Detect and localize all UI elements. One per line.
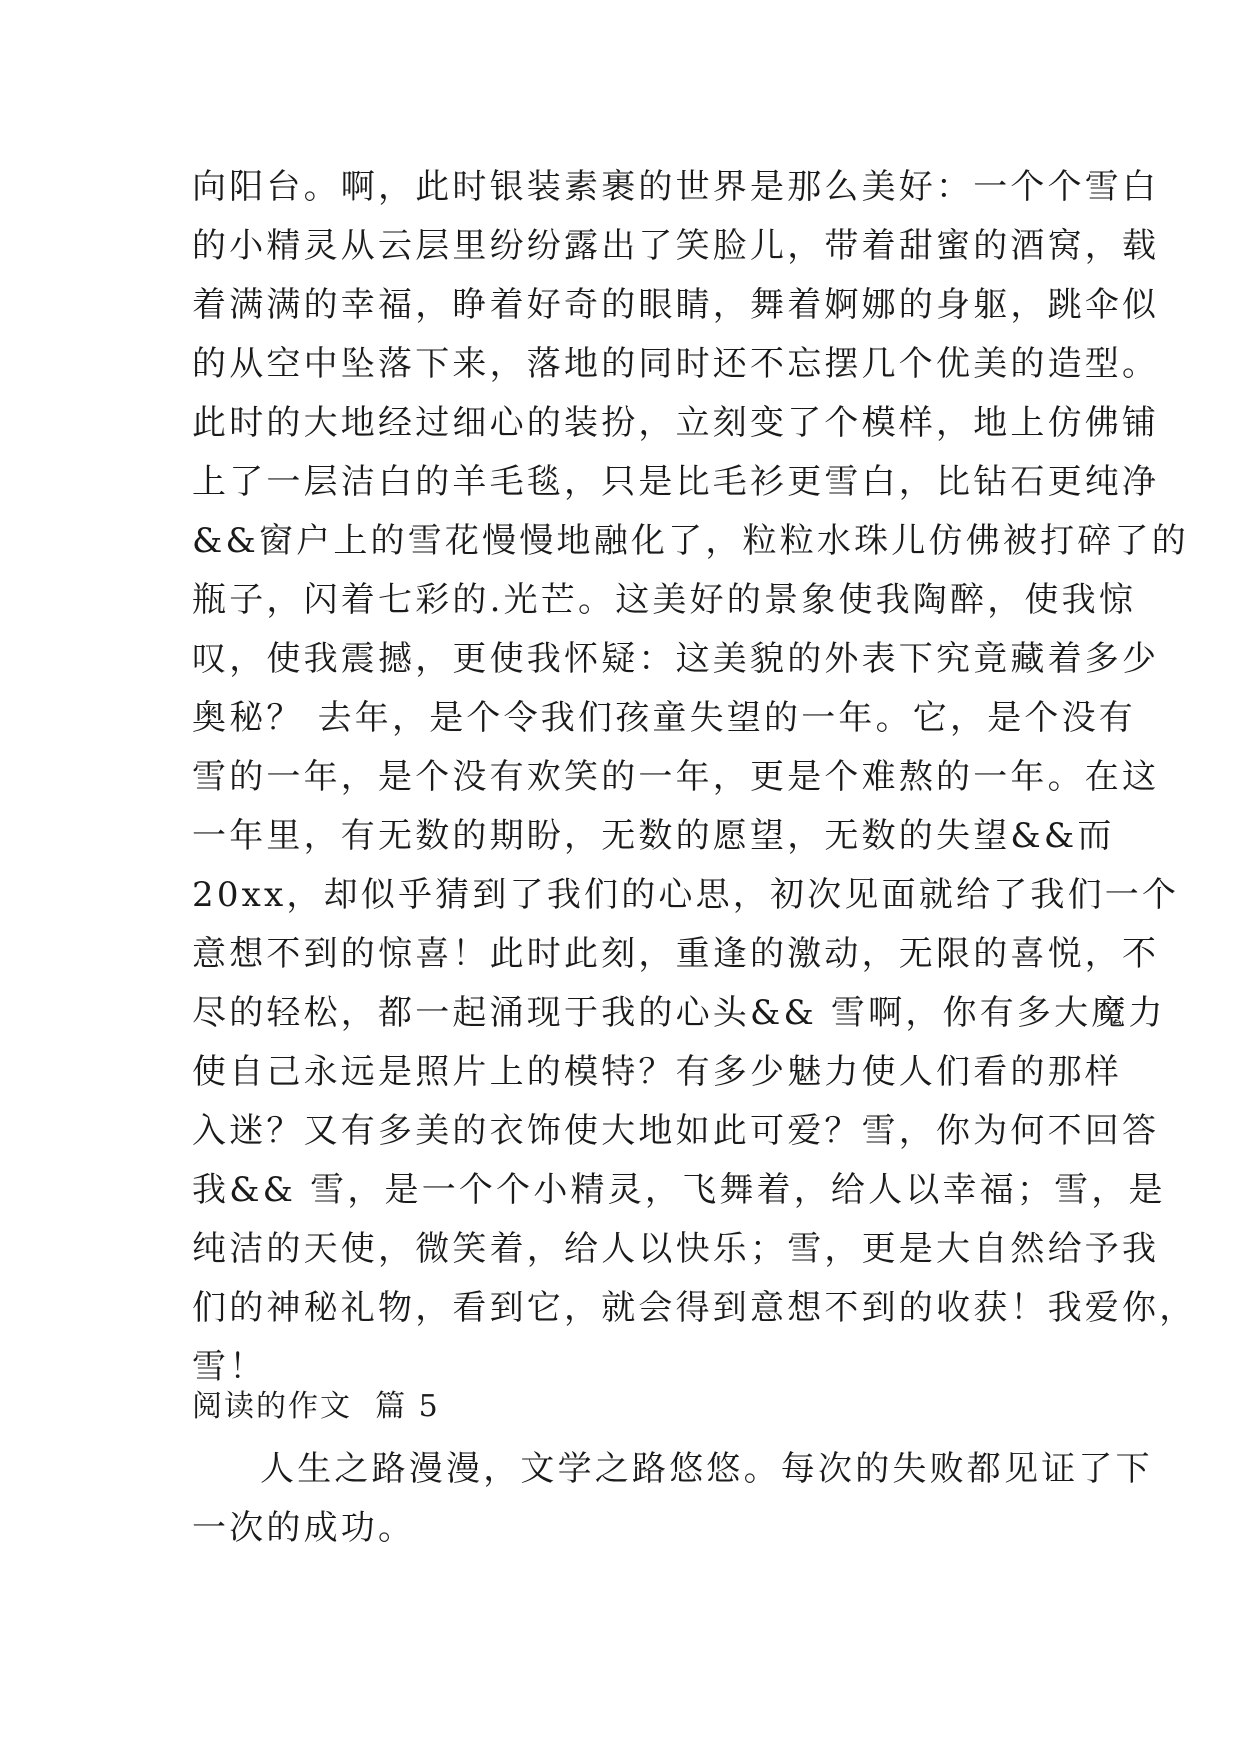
text-line: 叹，使我震撼，更使我怀疑：这美貌的外表下究竟藏着多少 — [192, 639, 1160, 679]
text-line: 此时的大地经过细心的装扮，立刻变了个模样，地上仿佛铺 — [192, 403, 1160, 443]
text-line: 尽的轻松，都一起涌现于我的心头&& 雪啊，你有多大魔力 — [192, 993, 1166, 1033]
section-heading: 阅读的作文 篇 5 — [192, 1389, 440, 1424]
text-line: 们的神秘礼物，看到它，就会得到意想不到的收获！我爱你， — [192, 1288, 1197, 1328]
text-line: 的从空中坠落下来，落地的同时还不忘摆几个优美的造型。 — [192, 344, 1160, 384]
text-line: &&窗户上的雪花慢慢地融化了，粒粒水珠儿仿佛被打碎了的 — [192, 521, 1189, 561]
text-line: 入迷？又有多美的衣饰使大地如此可爱？雪，你为何不回答 — [192, 1111, 1160, 1151]
text-line: 一年里，有无数的期盼，无数的愿望，无数的失望&&而 — [192, 816, 1115, 856]
text-line: 雪的一年，是个没有欢笑的一年，更是个难熬的一年。在这 — [192, 757, 1160, 797]
text-line: 意想不到的惊喜！此时此刻，重逢的激动，无限的喜悦，不 — [192, 934, 1160, 974]
essay-paragraph — [192, 158, 1197, 1397]
text-line: 纯洁的天使，微笑着，给人以快乐；雪，更是大自然给予我 — [192, 1229, 1160, 1269]
text-line: 雪！ — [192, 1347, 267, 1387]
text-line: 上了一层洁白的羊毛毯，只是比毛衫更雪白，比钻石更纯净 — [192, 462, 1160, 502]
text-line: 人生之路漫漫，文学之路悠悠。每次的失败都见证了下 — [260, 1449, 1153, 1489]
text-line: 着满满的幸福，睁着好奇的眼睛，舞着婀娜的身躯，跳伞似 — [192, 285, 1160, 325]
essay-paragraph-2 — [192, 1440, 1153, 1558]
text-line: 向阳台。啊，此时银装素裹的世界是那么美好：一个个雪白 — [192, 167, 1160, 207]
text-line: 奥秘？ 去年，是个令我们孩童失望的一年。它，是个没有 — [192, 698, 1137, 738]
text-line: 20xx，却似乎猜到了我们的心思，初次见面就给了我们一个 — [192, 875, 1180, 915]
text-line: 使自己永远是照片上的模特？有多少魅力使人们看的那样 — [192, 1052, 1122, 1092]
text-line: 瓶子，闪着七彩的.光芒。这美好的景象使我陶醉，使我惊 — [192, 580, 1137, 620]
text-line: 一次的成功。 — [192, 1508, 416, 1548]
text-line: 的小精灵从云层里纷纷露出了笑脸儿，带着甜蜜的酒窝，载 — [192, 226, 1160, 266]
text-line: 我&& 雪，是一个个小精灵，飞舞着，给人以幸福；雪，是 — [192, 1170, 1166, 1210]
